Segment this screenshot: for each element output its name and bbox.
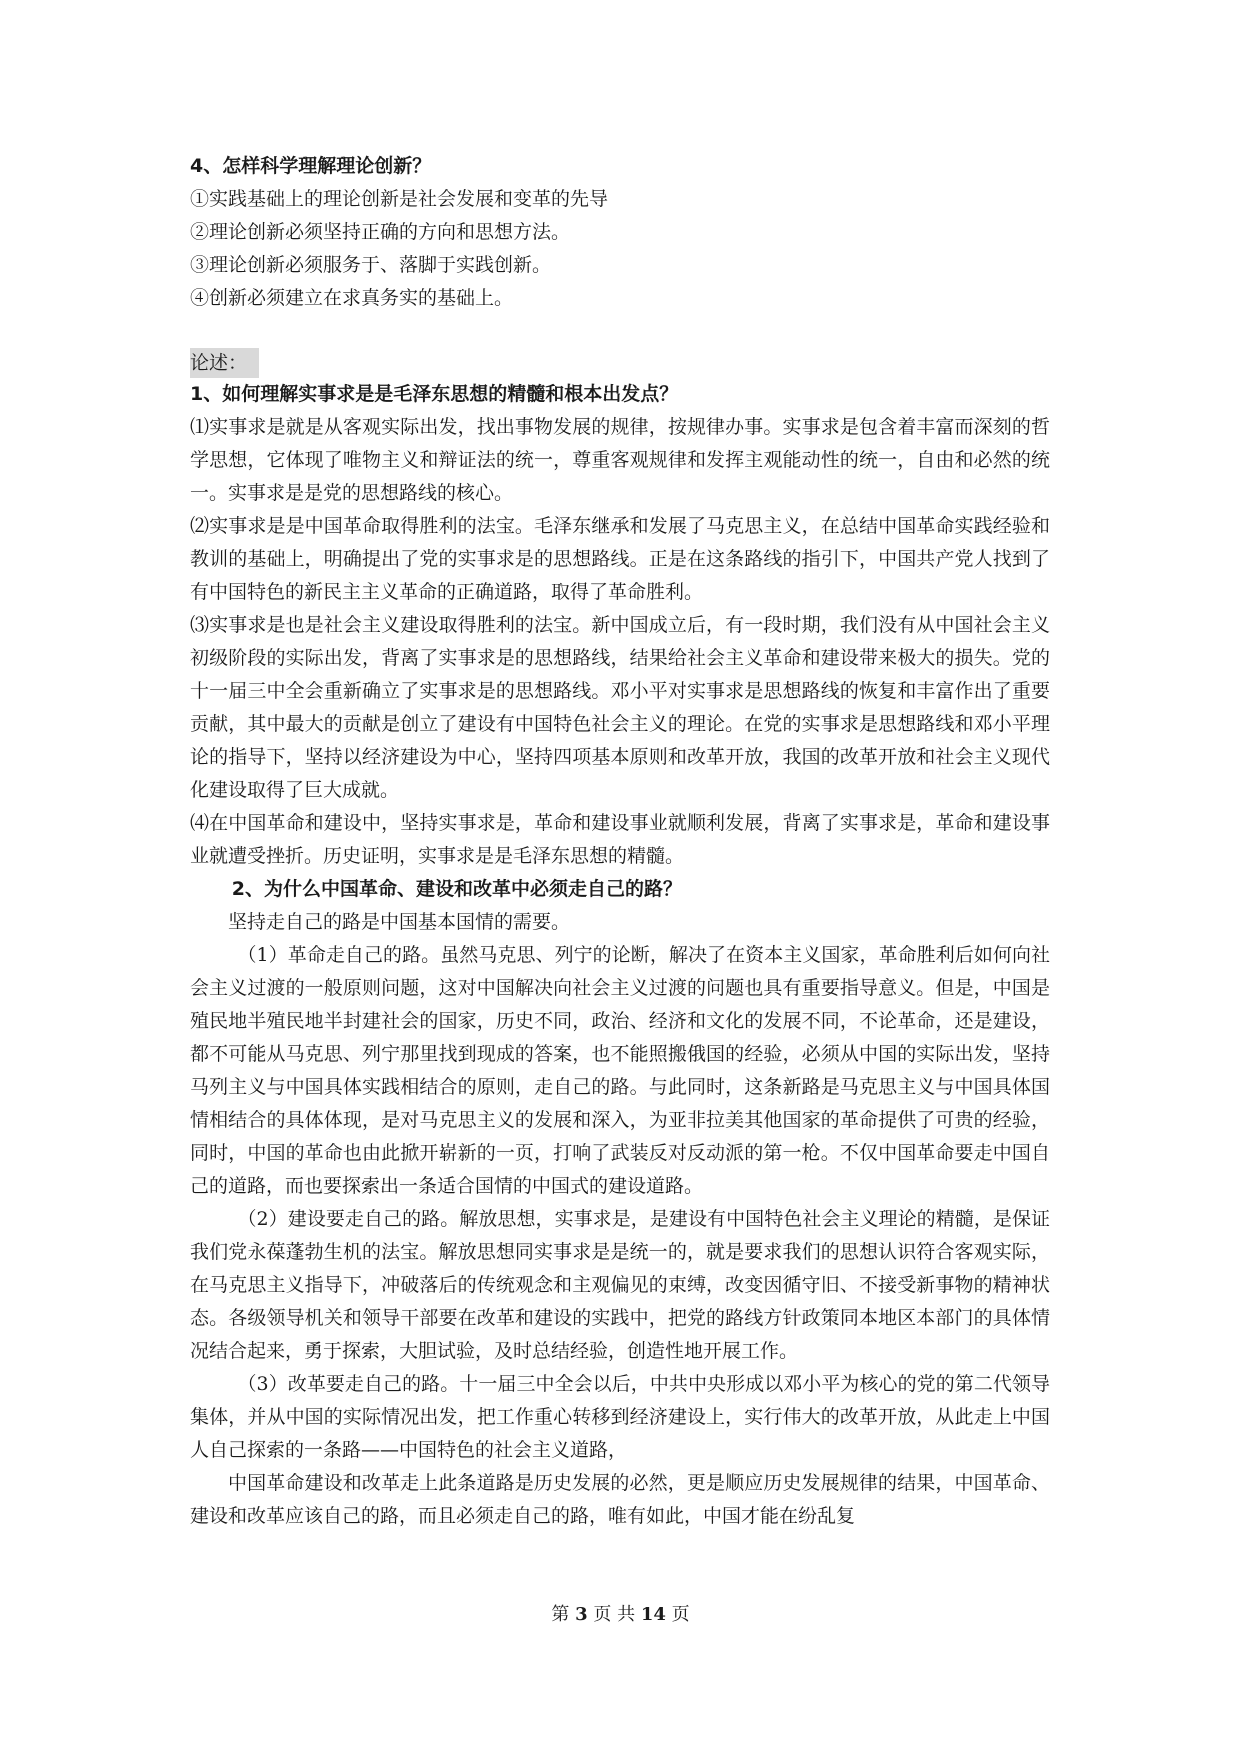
essay-1-paragraph-1: ⑴实事求是就是从客观实际出发，找出事物发展的规律，按规律办事。实事求是包含着丰富而深刻的哲学思想，它体现了唯物主义和辩证法的统一，尊重客观规律和发挥主观能动性的统一，自由和必然的统一。实事求是是党的思想路线的核心。: [190, 416, 1050, 504]
section-heading: [190, 348, 1050, 378]
question-4-title: 4、怎样科学理解理论创新？: [190, 155, 432, 177]
essay-2-paragraph-2: （2）建设要走自己的路。解放思想，实事求是，是建设有中国特色社会主义理论的精髓，是保证我们党永葆蓬勃生机的法宝。解放思想同实事求是是统一的，就是要求我们的思想认识符合客观实际，在马克思主义指导下，冲破落后的传统观念和主观偏见的束缚，改变因循守旧、不接受新事物的精神状态。各级领导机关和领导干部要在改革和建设的实践中，把党的路线方针政策同本地区本部门的具体情况结合起来，勇于探索，大胆试验，及时总结经验，创造性地开展工作。: [190, 1208, 1050, 1362]
question-4-item-4: ④创新必须建立在求真务实的基础上。: [190, 287, 514, 309]
footer-middle: 页 共: [593, 1604, 636, 1625]
essay-1-title: 1、如何理解实事求是是毛泽东思想的精髓和根本出发点？: [190, 383, 679, 405]
essay-2-paragraph-3: （3）改革要走自己的路。十一届三中全会以后，中共中央形成以邓小平为核心的党的第二代领导集体，并从中国的实际情况出发，把工作重心转移到经济建设上，实行伟大的改革开放，从此走上中国人自己探索的一条路——中国特色的社会主义道路，: [190, 1373, 1050, 1461]
essay-2-intro: 坚持走自己的路是中国基本国情的需要。: [228, 911, 571, 933]
essay-2-paragraph-4: 中国革命建设和改革走上此条道路是历史发展的必然，更是顺应历史发展规律的结果，中国革命、建设和改革应该自己的路，而且必须走自己的路，唯有如此，中国才能在纷乱复: [190, 1472, 1050, 1527]
question-4-item-2: ②理论创新必须坚持正确的方向和思想方法。: [190, 221, 571, 243]
footer-total-pages: 14: [640, 1604, 666, 1625]
essay-1-paragraph-3: ⑶实事求是也是社会主义建设取得胜利的法宝。新中国成立后，有一段时期，我们没有从中国社会主义初级阶段的实际出发，背离了实事求是的思想路线，结果给社会主义革命和建设带来极大的损失。党的十一届三中全会重新确立了实事求是的思想路线。邓小平对实事求是思想路线的恢复和丰富作出了重要贡献，其中最大的贡献是创立了建设有中国特色社会主义的理论。在党的实事求是思想路线和邓小平理论的指导下，坚持以经济建设为中心，坚持四项基本原则和改革开放，我国的改革开放和社会主义现代化建设取得了巨大成就。: [190, 614, 1050, 801]
essay-1-paragraph-2: ⑵实事求是是中国革命取得胜利的法宝。毛泽东继承和发展了马克思主义，在总结中国革命实践经验和教训的基础上，明确提出了党的实事求是的思想路线。正是在这条路线的指引下，中国共产党人找到了有中国特色的新民主主义革命的正确道路，取得了革命胜利。: [190, 515, 1050, 603]
page-footer: [0, 1600, 1241, 1626]
question-4-item-3: ③理论创新必须服务于、落脚于实践创新。: [190, 254, 552, 276]
footer-suffix: 页: [671, 1604, 690, 1625]
document-page: [190, 150, 1050, 1533]
question-4-item-1: ①实践基础上的理论创新是社会发展和变革的先导: [190, 188, 609, 210]
spacer: [190, 315, 1050, 348]
essay-2-paragraph-1: （1）革命走自己的路。虽然马克思、列宁的论断，解决了在资本主义国家，革命胜利后如何向社会主义过渡的一般原则问题，这对中国解决向社会主义过渡的问题也具有重要指导意义。但是，中国是殖民地半殖民地半封建社会的国家，历史不同，政治、经济和文化的发展不同，不论革命，还是建设，都不可能从马克思、列宁那里找到现成的答案，也不能照搬俄国的经验，必须从中国的实际出发，坚持马列主义与中国具体实践相结合的原则，走自己的路。与此同时，这条新路是马克思主义与中国具体国情相结合的具体体现，是对马克思主义的发展和深入，为亚非拉美其他国家的革命提供了可贵的经验，同时，中国的革命也由此掀开崭新的一页，打响了武装反对反动派的第一枪。不仅中国革命要走中国自己的道路，而也要探索出一条适合国情的中国式的建设道路。: [190, 944, 1050, 1197]
essay-1-paragraph-4: ⑷在中国革命和建设中，坚持实事求是，革命和建设事业就顺利发展，背离了实事求是，革命和建设事业就遭受挫折。历史证明，实事求是是毛泽东思想的精髓。: [190, 812, 1050, 867]
section-label-discussion: 论述：: [190, 348, 259, 378]
footer-prefix: 第: [551, 1604, 570, 1625]
essay-2-title: 2、为什么中国革命、建设和改革中必须走自己的路？: [231, 878, 683, 900]
footer-page-number: 3: [575, 1604, 588, 1625]
